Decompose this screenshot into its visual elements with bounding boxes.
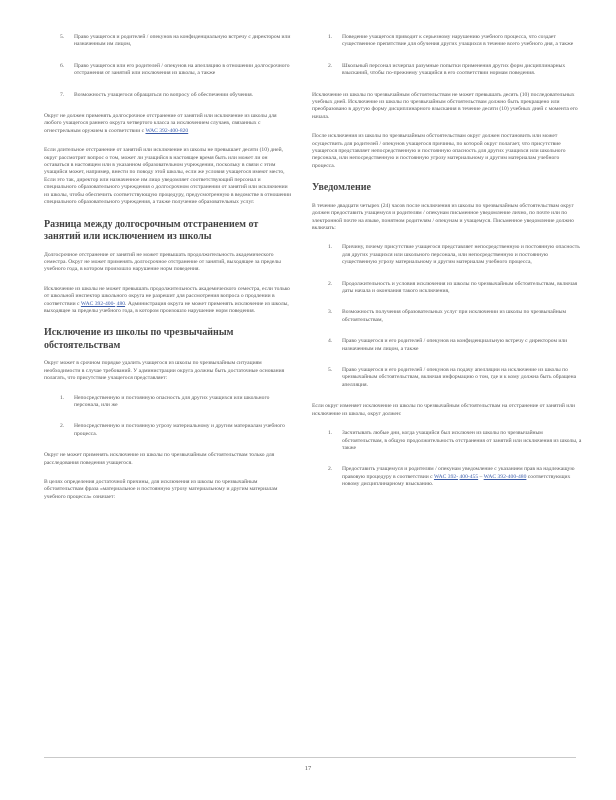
paragraph: Исключение из школы по чрезвычайным обстоятельствам не может превышать десять (10) последовательных учебных дней. Исключение из школы по чрезвычайным обстоятельствам должно быть прекращено или преобразовано в другую форму дисциплинарного взыскания в течение десяти (10) учебных дней с момента его начала.: [312, 91, 578, 120]
list-item: 6. Право учащегося или его родителей / опекунов на апелляцию в отношении долгосрочного отстранения от занятий или исключения из школы, а также: [60, 62, 290, 77]
list-item: 3. Возможность получения образовательных услуг при исключении из школы по чрезвычайным обстоятельствам,: [328, 309, 567, 323]
paragraph: После исключения из школы по чрезвычайным обстоятельствам округ должен постановить или может осуществить для родителей / опекунов учащегося причины, по которой округ полагает, что присутствие учащегося представляет непосредственную и постоянную опасность для других учащихся или школьного персонала, или непосредственную и постоянную угрозу материальному и другим материалам учебного процесса.: [312, 133, 566, 169]
paragraph: Округ может в срочном порядке удалить учащегося из школы по чрезвычайным ситуациям необходимости в случае требований. У администрации округа должны быть достаточные основания полагать, что присутствие учащегося представляет:: [44, 360, 285, 382]
list-item: 2. Непосредственную и постоянную угрозу материальному и другим материалам учебного процесса.: [60, 423, 285, 437]
wac-link[interactable]: WAC 392-400-: [80, 300, 116, 307]
wac-link[interactable]: 400-455: [459, 473, 479, 480]
section-heading: Исключение из школы по чрезвычайным обстоятельствам: [44, 327, 234, 351]
right-column: [312, 34, 582, 503]
emergency-reasons-list: [44, 395, 294, 439]
list-item: 1. Непосредственную и постоянную опасность для других учащихся или школьного персонала, или же: [60, 394, 270, 408]
paragraph: В целях определения достаточной причины, для исключения из школы по чрезвычайным обстоятельствам фраза «материальное и постоянную угрозу материальному и другим материалам учебного процесса» означает:: [44, 479, 278, 500]
list-item: 5. Право учащегося и родителей / опекунов на конфиденциальную встречу с директором или назначенным им лицом,: [60, 34, 291, 48]
paragraph: Если округ изменяет исключение из школы по чрезвычайным обстоятельствам на отстранение от занятий или исключение из школы, округ должен:: [312, 403, 576, 417]
paragraph: Исключение из школы не может превышать продолжительность академического семестра, если только от школьной инспектор школьного округа не разрешит для рассмотрения вопроса о продлении в соответствии с WAC 392-400- 480. Администрация округа не может применять исключение из школы, выходящее за пределы учебного года, в котором произошло нарушение норм поведения.: [44, 285, 290, 314]
list-item: 5. Право учащегося и его родителей / опекунов на подачу апелляции на исключение из школы по чрезвычайным обстоятельствам, включая информацию о том, где и к кому должна быть обращена апелляция.: [328, 367, 577, 388]
paragraph: Если длительное отстранение от занятий или исключение из школы не превышает десяти (10) дней, округ рассмотрит вопрос о том, может ли учащийся в настоящее время быть или может ли он оставаться в настоящем или в указанном образовательном учреждении, поскольку в связи с этим учащийся может, например, внести по поводу этой школы, если же условия учащегося имеют место, Если это так, директор или назначенное им лицо уведомляет соответствующий персонал и специального образовательного учреждения о долгосрочном отстранении от занятий или исключении из школы, чтобы обеспечить соответствующую процедуру, предусмотренную в ведомстве в отношении специального образовательного учреждения, а также получение образовательных услуг.: [44, 147, 292, 206]
notice-contents-list: [312, 244, 582, 389]
page-number: 17: [304, 765, 312, 772]
footer-divider: [44, 757, 576, 758]
paragraph: В течение двадцати четырех (24) часов после исключения из школы по чрезвычайным обстоятельствам округ должен предоставить учащемуся и родителям / опекунам письменное уведомление лично, по почте или по электронной почте на языке, понятном родителям / опекунам и учащемуся. Письменное уведомление должно включать:: [312, 202, 574, 231]
list-item: 2. Школьный персонал исчерпал разумные попытки применения других форм дисциплинарных взысканий, чтобы по-прежнему учащийся в его соответствии нормам поведения.: [328, 62, 566, 77]
list-item: 1. Засчитывать любые дни, когда учащийся был исключен из школы по чрезвычайным обстоятельствам, в общую продолжительность отстранения от занятий или исключения из школы, а также: [328, 430, 582, 451]
wac-link[interactable]: WAC 392-400-480: [483, 473, 527, 480]
list-item: 2. Продолжительность и условия исключения из школы по чрезвычайным обстоятельствам, включая даты начала и окончания такого исключения,: [328, 280, 578, 295]
list-item: 7. Возможность учащегося обращаться по вопросу об обеспечении обучения.: [60, 91, 254, 98]
list-item: 2. Предоставить учащемуся и родителям / опекунам уведомление с указанием прав на надлежащую правовую процедуру в соответствии с WAC 392- 400-455 – WAC 392-400-480 соответствующих новому дисциплинарному взысканию.: [328, 466, 575, 488]
left-column: [44, 34, 294, 513]
paragraph: Долгосрочное отстранение от занятий не может превышать продолжительность академического семестра. Округ не может применять долгосрочное отстранение от занятий, выходящее за пределы учебного года, в котором произошло нарушение норм поведения.: [44, 251, 281, 273]
wac-link[interactable]: 480: [116, 300, 126, 307]
disruption-criteria-list: [312, 34, 582, 78]
paragraph: Округ не может применять исключение из школы по чрезвычайным обстоятельствам только для расследования поведения учащегося.: [44, 452, 275, 466]
rights-list-continued: [44, 34, 294, 99]
conversion-list: [312, 430, 582, 488]
paragraph: Округ не должен применять долгосрочное отстранение от занятий или исключение из школы для любого учащегося раннего округа четвертого класса за исключением случаев, связанных с огнестрельным оружием в соответствии с WAC 392-400-820: [44, 113, 277, 134]
list-item: 4. Право учащегося и его родителей / опекунов на конфиденциальную встречу с директором или назначенным им лицом, а также: [328, 338, 568, 352]
section-heading: Разница между долгосрочным отстранением от занятий или исключением из школы: [44, 218, 259, 242]
list-item: 1. Поведение учащегося приводит к серьезному нарушению учебного процесса, что создает существенное препятствие для обучения других учащихся в течение всего учебного дня, а также: [328, 34, 574, 48]
section-heading: Уведомление: [312, 182, 371, 194]
list-item: 1. Причину, почему присутствие учащегося представляет непосредственную и постоянную опасность для других учащихся или школьного персонала, или непосредственную и постоянную существенную угрозу материальному и другим материалам учебного процесса,: [328, 244, 580, 266]
wac-link[interactable]: WAC 392-: [433, 473, 459, 480]
wac-link[interactable]: WAC 392-400-820: [145, 127, 189, 134]
